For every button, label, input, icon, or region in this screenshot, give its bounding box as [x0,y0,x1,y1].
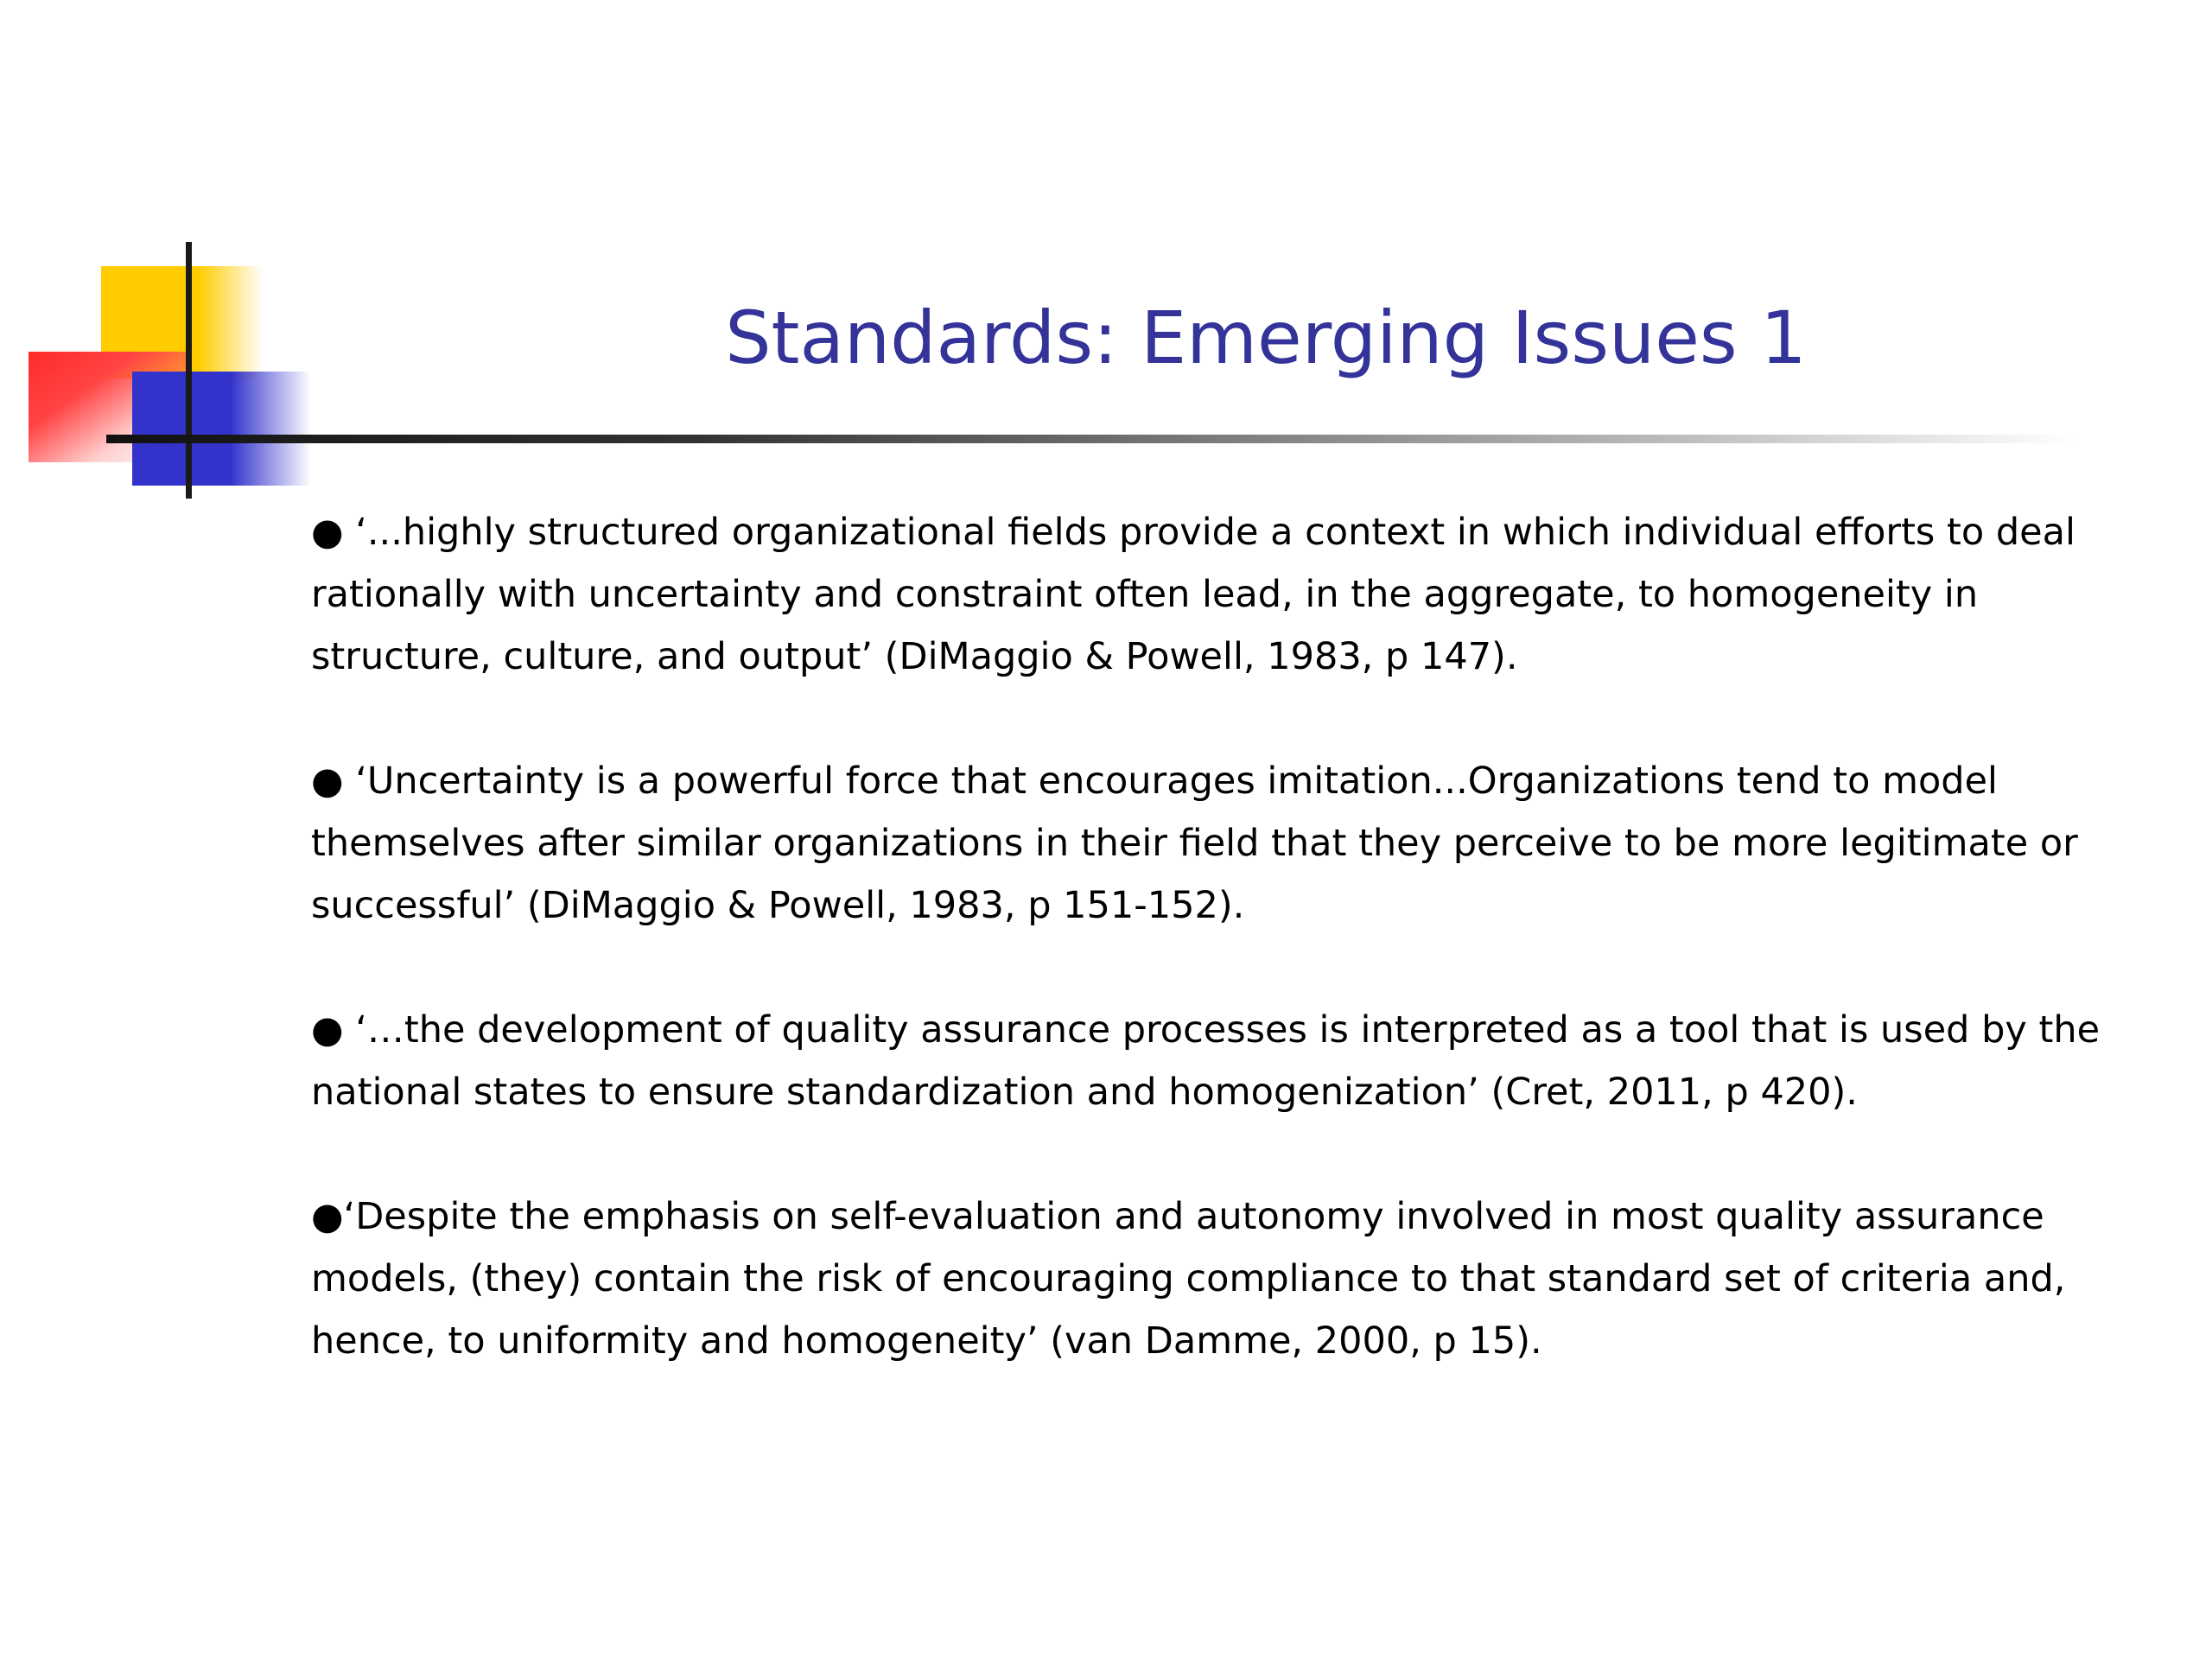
bullet-paragraph: ● ‘...highly structured organizational fields provide a context in which individual efforts to deal rationally with uncertainty and constraint often lead, in the aggregate, to homogeneity in structure, culture, and output’ (DiMaggio & Powell, 1983, p 147). [311,511,2075,678]
blue-square [132,372,311,486]
bullet-paragraph: ● ‘Uncertainty is a powerful force that encourages imitation...Organizations tend to model themselves after similar organizations in their field that they perceive to be more legitimate or successful’ (DiMaggio & Powell, 1983, p 151-152). [311,760,2078,927]
slide-title: Standards: Emerging Issues 1 [725,296,1807,380]
slide-body [311,501,2169,1434]
title-underline-rule [106,435,2076,443]
bullet-paragraph: ●‘Despite the emphasis on self-evaluation and autonomy involved in most quality assurance models, (they) contain the risk of encouraging compliance to that standard set of criteria and, hence, to uniformity and homogeneity’ (van Damme, 2000, p 15). [311,1195,2066,1363]
bullet-paragraph: ● ‘…the development of quality assurance processes is interpreted as a tool that is used by the national states to ensure standardization and homogenization’ (Cret, 2011, p 420). [311,1008,2101,1114]
